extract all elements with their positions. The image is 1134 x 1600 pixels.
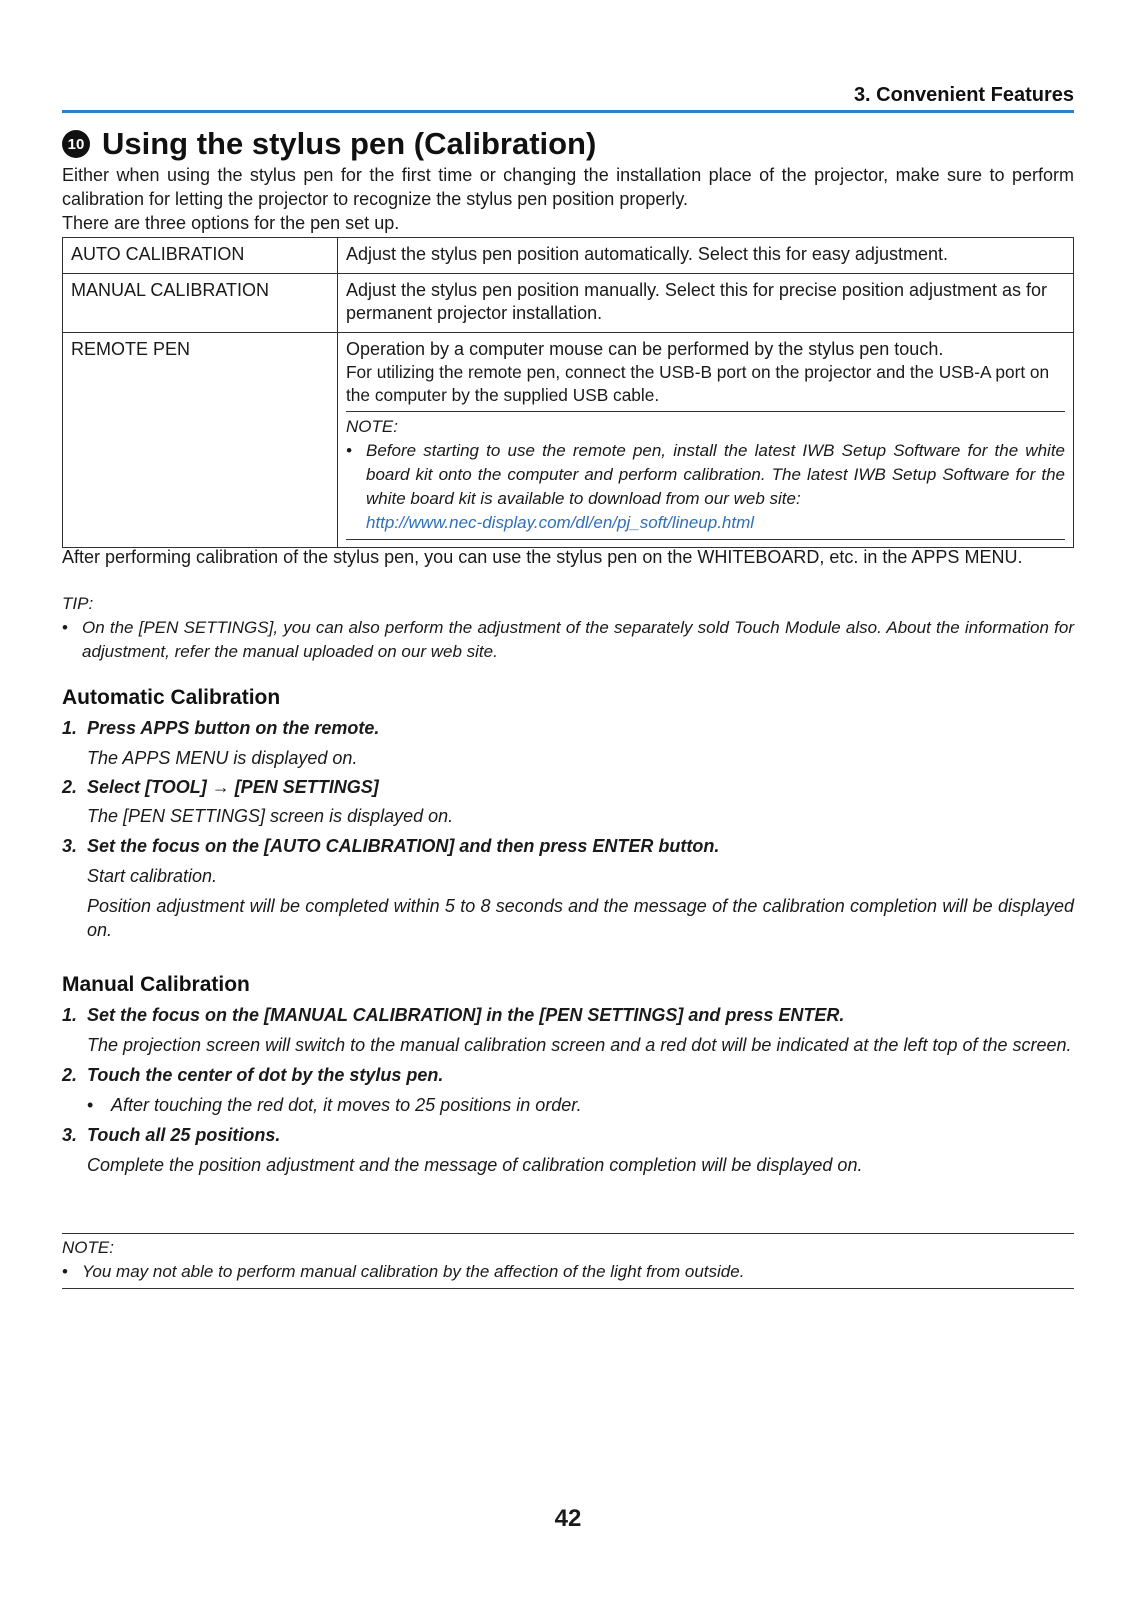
step-heading bbox=[62, 716, 1074, 740]
step-number: 1. bbox=[62, 718, 78, 738]
remote-pen-desc1: Operation by a computer mouse can be performed by the stylus pen touch. bbox=[346, 339, 944, 359]
after-calibration-text: After performing calibration of the stylus pen, you can use the stylus pen on the WHITEBOARD, etc. in the APPS MENU. bbox=[62, 547, 1023, 567]
pen-options-table bbox=[62, 237, 1074, 548]
tip-bullet bbox=[62, 616, 1074, 664]
note-bullet bbox=[62, 1260, 1074, 1284]
option-name: REMOTE PEN bbox=[63, 333, 338, 548]
bottom-note bbox=[62, 1233, 1074, 1289]
step-desc: Complete the position adjustment and the message of calibration completion will be displayed on. bbox=[87, 1155, 863, 1175]
option-name: AUTO CALIBRATION bbox=[63, 238, 338, 274]
circled-number-icon: 10 bbox=[62, 130, 90, 158]
manual-calibration-steps bbox=[62, 1003, 1074, 1177]
note-bullet bbox=[346, 439, 1065, 511]
step-desc: Start calibration. bbox=[87, 866, 218, 886]
step-desc: The APPS MENU is displayed on. bbox=[87, 748, 358, 768]
step-number: 1. bbox=[62, 1005, 78, 1025]
step-number: 2. bbox=[62, 1065, 78, 1085]
option-desc: Adjust the stylus pen position automatically. Select this for easy adjustment. bbox=[338, 238, 1074, 274]
table-row bbox=[63, 238, 1074, 274]
step-bullet-text: After touching the red dot, it moves to 25 positions in order. bbox=[111, 1095, 582, 1115]
auto-calibration-steps bbox=[62, 716, 1074, 942]
step-text: Press APPS button on the remote. bbox=[87, 718, 380, 738]
intro bbox=[62, 163, 1074, 235]
step-desc: Position adjustment will be completed within 5 to 8 seconds and the message of the calibration completion will be displayed on. bbox=[87, 896, 1074, 940]
section-title-text: Using the stylus pen (Calibration) bbox=[102, 126, 597, 161]
bullet-icon: • bbox=[62, 618, 68, 637]
step-heading bbox=[62, 775, 1074, 799]
tip-label: TIP: bbox=[62, 594, 94, 613]
note-link-wrap bbox=[346, 511, 1065, 535]
tip bbox=[62, 592, 1074, 664]
table-row bbox=[63, 333, 1074, 548]
step-bullet bbox=[62, 1093, 1074, 1117]
tip-text: On the [PEN SETTINGS], you can also perform the adjustment of the separately sold Touch Module also. About the information for adjustment, refer the manual uploaded on our web site. bbox=[82, 618, 1074, 661]
step-number: 3. bbox=[62, 1125, 78, 1145]
option-name: MANUAL CALIBRATION bbox=[63, 274, 338, 333]
step-heading bbox=[62, 834, 1074, 858]
option-desc-remote bbox=[338, 333, 1074, 548]
section-title bbox=[62, 126, 596, 162]
step-heading bbox=[62, 1003, 1074, 1027]
step-text: Touch the center of dot by the stylus pen. bbox=[87, 1065, 444, 1085]
note-text: You may not able to perform manual calibration by the affection of the light from outside. bbox=[82, 1262, 745, 1281]
option-desc: Adjust the stylus pen position manually. Select this for precise position adjustment as for permanent projector installation. bbox=[338, 274, 1074, 333]
note-label: NOTE: bbox=[346, 417, 398, 436]
step-text: Touch all 25 positions. bbox=[87, 1125, 281, 1145]
page-number: 42 bbox=[554, 1505, 582, 1532]
step-text: Select [TOOL] → [PEN SETTINGS] bbox=[87, 777, 379, 797]
step-heading bbox=[62, 1123, 1074, 1147]
table-row bbox=[63, 274, 1074, 333]
step-text: Set the focus on the [AUTO CALIBRATION] and then press ENTER button. bbox=[87, 836, 720, 856]
bullet-icon: • bbox=[62, 1262, 68, 1281]
header-rule bbox=[62, 110, 1074, 113]
note-text: Before starting to use the remote pen, install the latest IWB Setup Software for the white board kit onto the computer and perform calibration. The latest IWB Setup Software for the white board kit is available to download from our web site: bbox=[366, 441, 1065, 508]
bullet-icon: • bbox=[346, 441, 352, 460]
step-desc: The projection screen will switch to the manual calibration screen and a red dot will be indicated at the left top of the screen. bbox=[87, 1035, 1072, 1055]
step-desc: The [PEN SETTINGS] screen is displayed on. bbox=[87, 806, 454, 826]
intro-options-line: There are three options for the pen set up. bbox=[62, 213, 400, 233]
intro-paragraph: Either when using the stylus pen for the first time or changing the installation place of the projector, make sure to perform calibration for letting the projector to recognize the stylus pen position properly. bbox=[62, 165, 1074, 209]
auto-calibration-heading: Automatic Calibration bbox=[62, 686, 281, 709]
remote-pen-desc2: For utilizing the remote pen, connect the USB-B port on the projector and the USB-A port on the computer by the supplied USB cable. bbox=[346, 362, 1050, 405]
step-text: Set the focus on the [MANUAL CALIBRATION] in the [PEN SETTINGS] and press ENTER. bbox=[87, 1005, 845, 1025]
remote-pen-note bbox=[346, 411, 1065, 540]
chapter-header: 3. Convenient Features bbox=[853, 84, 1074, 106]
step-number: 3. bbox=[62, 836, 78, 856]
note-label: NOTE: bbox=[62, 1238, 114, 1257]
manual-calibration-heading: Manual Calibration bbox=[62, 973, 250, 996]
download-link[interactable]: http://www.nec-display.com/dl/en/pj_soft/lineup.html bbox=[366, 513, 755, 532]
step-heading bbox=[62, 1063, 1074, 1087]
bullet-icon: • bbox=[87, 1095, 94, 1115]
step-number: 2. bbox=[62, 777, 78, 797]
